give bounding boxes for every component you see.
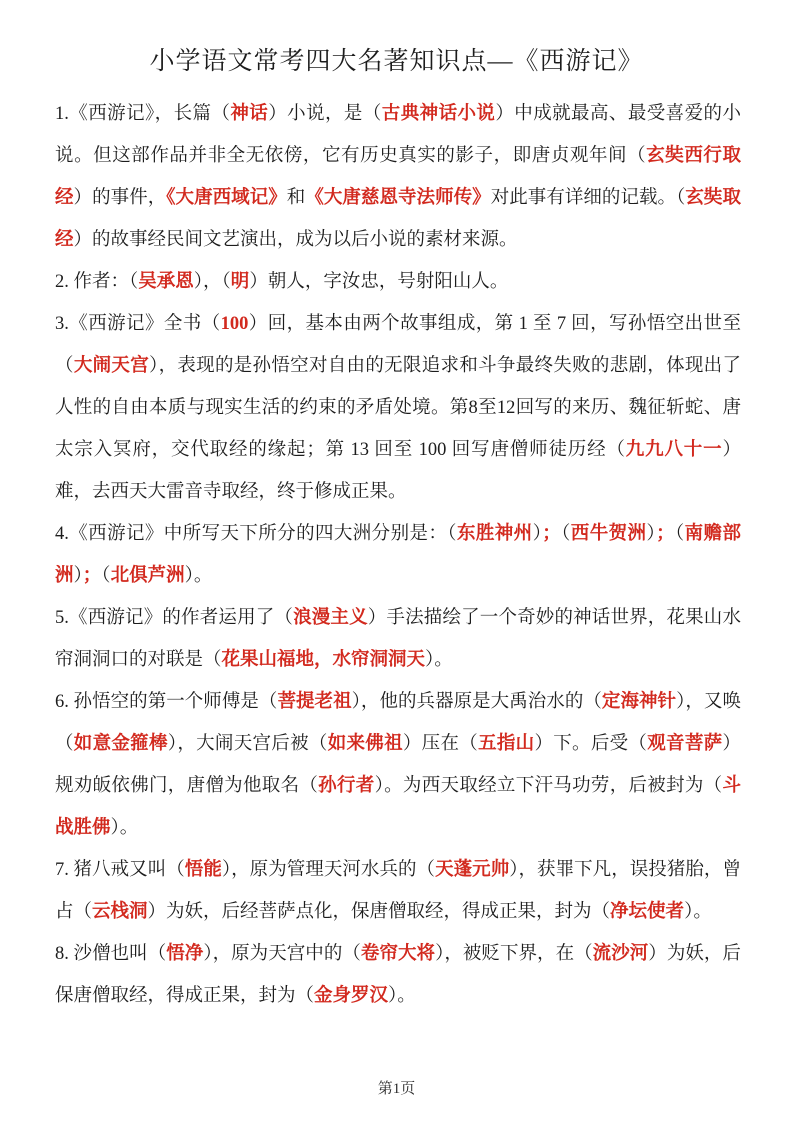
text-segment: ）。为西天取经立下汗马功劳，后被封为（ (374, 776, 723, 796)
highlight-answer: 菩提老祖 (277, 692, 352, 712)
text-segment: 5.《西游记》的作者运用了（ (55, 608, 294, 628)
paragraph-3 (55, 303, 741, 513)
text-segment: ） (73, 566, 83, 586)
text-segment: ）压在（ (402, 734, 479, 754)
text-segment: （ (560, 524, 571, 544)
paragraph-6 (55, 681, 741, 849)
highlight-answer: 五指山 (478, 734, 535, 754)
text-segment: ）的故事经民间文艺演出，成为以后小说的素材来源。 (73, 230, 518, 250)
text-segment: 7. 猪八戒又叫（ (55, 860, 185, 880)
highlight-answer: 西牛贺洲 (570, 524, 647, 544)
text-segment: （ (674, 524, 685, 544)
text-segment: ）难，去西天大雷音寺取经，终于修成正果。 (55, 440, 741, 502)
page-title: 小学语文常考四大名著知识点—《西游记》 (149, 48, 644, 75)
text-segment: ）。 (388, 986, 416, 1006)
highlight-answer: ； (82, 566, 102, 586)
paragraph-5 (55, 597, 741, 681)
paragraph-7 (55, 849, 741, 933)
highlight-answer: 神话 (230, 104, 269, 124)
highlight-answer: 如来佛祖 (327, 734, 403, 754)
highlight-answer: 云栈洞 (92, 902, 148, 922)
text-segment: ）回，基本由两个故事组成，第 1 至 7 回，写孙悟空出世至（ (55, 314, 741, 376)
paragraph-4 (55, 513, 741, 597)
text-segment: 对此事有详细的记载。（ (490, 188, 686, 208)
highlight-answer: 《大唐西域记》 (166, 188, 287, 208)
text-segment: ），大闹天宫后被（ (167, 734, 328, 754)
paragraph-1 (55, 93, 741, 261)
highlight-answer: 悟净 (166, 944, 204, 964)
highlight-answer: 流沙河 (592, 944, 649, 964)
highlight-answer: ； (656, 524, 675, 544)
highlight-answer: 大闹天宫 (73, 356, 150, 376)
text-segment: ） (532, 524, 543, 544)
page-number: 第1页 (377, 1081, 416, 1097)
highlight-answer: 如意金箍棒 (73, 734, 168, 754)
text-segment: 4.《西游记》中所写天下所分的四大洲分别是：（ (55, 524, 457, 544)
text-segment: ）。 (425, 650, 453, 670)
text-segment: ） (646, 524, 657, 544)
highlight-answer: 东胜神州 (456, 524, 533, 544)
text-segment: 8. 沙僧也叫（ (55, 944, 167, 964)
text-segment: （ (101, 566, 111, 586)
text-segment: ）为妖，后经菩萨点化，保唐僧取经，得成正果，封为（ (147, 902, 611, 922)
text-segment: ），原为天宫中的（ (203, 944, 361, 964)
text-segment: 1.《西游记》，长篇（ (55, 104, 231, 124)
highlight-answer: 《大唐慈恩寺法师传》 (305, 188, 491, 208)
text-segment: ）下。后受（ (534, 734, 648, 754)
text-segment: ）中成就最高、最受喜爱的小说。但这部作品并非全无依傍，它有历史真实的影子，即唐贞观年间（ (55, 104, 741, 166)
text-segment: 3.《西游记》全书（ (55, 314, 221, 334)
text-segment: 6. 孙悟空的第一个师傅是（ (55, 692, 278, 712)
highlight-answer: 明 (230, 272, 250, 292)
highlight-answer: 南赡部洲 (55, 524, 741, 586)
highlight-answer: 玄奘西行取经 (55, 146, 741, 208)
text-segment: ）规劝皈依佛门，唐僧为他取名（ (55, 734, 741, 796)
text-segment: ），他的兵器原是大禹治水的（ (351, 692, 602, 712)
highlight-answer: 花果山福地，水帘洞洞天 (221, 650, 426, 670)
highlight-answer: ； (542, 524, 561, 544)
paragraph-8 (55, 933, 741, 1017)
highlight-answer: 玄奘取经 (55, 188, 741, 250)
text-segment: ）的事件， (73, 188, 167, 208)
text-segment: ），又唤（ (55, 692, 741, 754)
text-segment: 和 (286, 188, 306, 208)
document-body (0, 93, 793, 1017)
text-segment: ）。 (110, 818, 139, 838)
highlight-answer: 定海神针 (601, 692, 677, 712)
highlight-answer: 金身罗汉 (314, 986, 389, 1006)
highlight-answer: 天蓬元帅 (435, 860, 510, 880)
highlight-answer: 九九八十一 (625, 440, 723, 460)
paragraph-2 (55, 261, 741, 303)
highlight-answer: 孙行者 (318, 776, 375, 796)
highlight-answer: 斗战胜佛 (55, 776, 741, 838)
text-segment: ）手法描绘了一个奇妙的神话世界，花果山水帘洞洞口的对联是（ (55, 608, 741, 670)
highlight-answer: 浪漫主义 (293, 608, 368, 628)
text-segment: ）小说，是（ (268, 104, 382, 124)
highlight-answer: 北俱芦洲 (110, 566, 185, 586)
text-segment: ）为妖，后保唐僧取经，得成正果，封为（ (55, 944, 741, 1006)
highlight-answer: 悟能 (184, 860, 222, 880)
highlight-answer: 净坛使者 (610, 902, 685, 922)
text-segment: 2. 作者：（ (55, 272, 139, 292)
text-segment: ）。 (684, 902, 712, 922)
text-segment: ）。 (184, 566, 213, 586)
highlight-answer: 吴承恩 (138, 272, 194, 292)
highlight-answer: 卷帘大将 (360, 944, 436, 964)
highlight-answer: 古典神话小说 (381, 104, 496, 124)
text-segment: ），表现的是孙悟空对自由的无限追求和斗争最终失败的悲剧，体现出了人性的自由本质与现实生活的约束的矛盾处境。第8至12回写的来历、魏征斩蛇、唐太宗入冥府，交代取经的缘起；第 13 回至 100 回写唐僧师徒历经（ (55, 356, 741, 460)
highlight-answer: 100 (220, 314, 249, 334)
text-segment: ），获罪下凡，误投猪胎，曾占（ (55, 860, 741, 922)
text-segment: ），被贬下界，在（ (435, 944, 593, 964)
highlight-answer: 观音菩萨 (647, 734, 723, 754)
text-segment: ），（ (193, 272, 231, 292)
text-segment: ）朝人，字汝忠，号射阳山人。 (249, 272, 509, 292)
text-segment: ），原为管理天河水兵的（ (221, 860, 436, 880)
